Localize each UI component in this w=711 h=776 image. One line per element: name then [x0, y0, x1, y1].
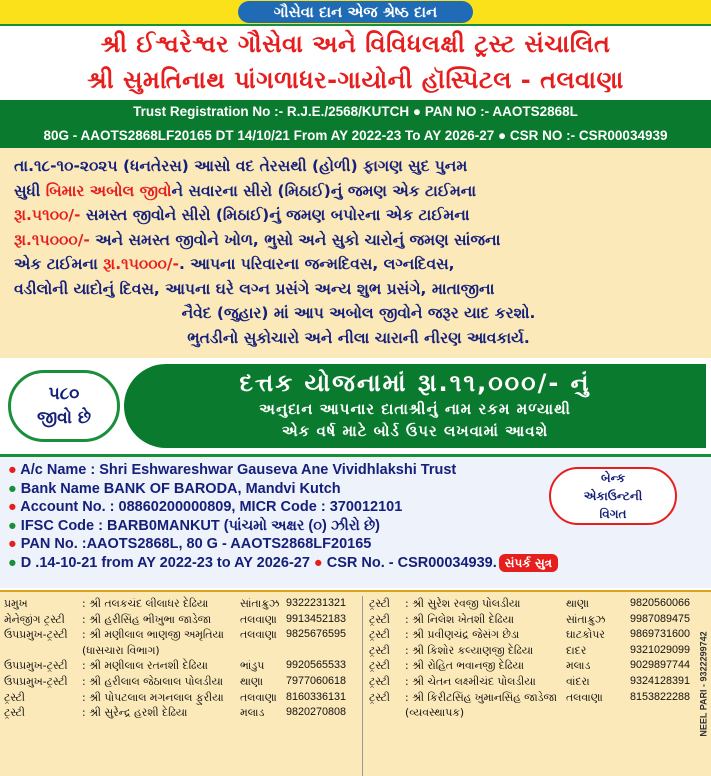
adoption-scheme: [0, 358, 711, 454]
trustee-role: ટ્રસ્ટી: [4, 706, 25, 720]
trustee-role: ટ્રસ્ટી: [369, 690, 390, 704]
trustee-phone: 9987089475: [630, 612, 691, 625]
trustee-phone: 9825676595: [286, 628, 347, 641]
trustee-row: [4, 690, 356, 706]
csr-row: [8, 554, 703, 573]
trustee-phone: 9324128391: [630, 674, 691, 687]
trustee-row: [4, 705, 356, 721]
trustee-row: [4, 643, 356, 659]
trustee-role: ઉપપ્રમુખ-ટ્રસ્ટી: [4, 628, 68, 642]
animal-count-badge: [8, 370, 120, 442]
trustee-role: ટ્રસ્ટી: [369, 597, 390, 610]
animal-count: ૫૮૦: [48, 384, 80, 404]
bullet-icon: ●: [8, 462, 21, 478]
bullet-icon: ●: [8, 499, 21, 515]
trustee-row: [4, 674, 356, 690]
trustee-place: તલવાણા: [240, 612, 277, 626]
trustee-place: સાંતાક્રુઝ: [566, 612, 606, 626]
trustee-row: [369, 705, 700, 721]
notice-line-1: તા.૧૮-૧૦-૨૦૨૫ (ધનતેરસ) આસો વદ તેરસથી (હોળી) ફાગણ સુદ પુનમ: [14, 157, 468, 175]
account-name: A/c Name : Shri Eshwareshwar Gauseva Ane Vividhlakshi Trust: [20, 462, 457, 478]
adoption-headline: દત્તક યોજનામાં રૂા.૧૧,૦૦૦/- નું: [239, 369, 591, 397]
trustee-phone: 8160336131: [286, 690, 347, 703]
trustee-role: મેનેજીંગ ટ્રસ્ટી: [4, 612, 65, 626]
trustee-name: (ધાસચારા વિભાગ): [82, 643, 160, 657]
notice-text: સમસ્ત જીવોને સીરો (મિઠાઈ)નું જમણ બપોરના એક ટાઈમના: [80, 206, 470, 224]
bank-name: Bank Name BANK OF BARODA, Mandvi Kutch: [20, 480, 341, 497]
trustee-phone: 9869731600: [630, 628, 691, 641]
notice-block: [0, 148, 711, 358]
title-block: [0, 26, 711, 100]
pan-row: [8, 535, 703, 554]
notice-line-2: [14, 179, 703, 204]
trustee-name: : શ્રી રોહિત ભવાનજી દેઢિયા: [405, 659, 524, 673]
trustee-column-right: [362, 596, 700, 776]
trustee-place: તલવાણા: [566, 690, 603, 704]
trustee-role: ટ્રસ્ટી: [369, 612, 390, 626]
trustee-phone: 9913452183: [286, 612, 347, 625]
csr-number: CSR No. - CSR00034939.: [326, 554, 497, 571]
trustee-name: : શ્રી મણીલાલ રતનશી દેઢિયા: [82, 659, 208, 673]
trustee-row: [4, 596, 356, 612]
notice-text: એક ટાઈમના: [14, 255, 104, 273]
trustee-place: તલવાણા: [240, 628, 277, 642]
trustee-name: : શ્રી સુરેન્દ્ર હરશી દેઢિયા: [82, 706, 188, 720]
bullet-icon: ●: [8, 536, 21, 552]
trustee-phone: 9029897744: [630, 659, 691, 672]
trustee-phone: [286, 643, 356, 659]
notice-highlight: બિમાર અબોલ જીવો: [45, 181, 172, 200]
trustee-column-left: [4, 596, 356, 721]
trustee-row: [4, 612, 356, 628]
notice-line-3: [14, 203, 703, 228]
trustee-phone: 9820560066: [630, 597, 691, 609]
notice-text: સુધી: [14, 181, 46, 200]
trustee-row: [4, 627, 356, 643]
trustee-place: મલાડ: [566, 659, 591, 673]
bullet-icon: ●: [8, 517, 21, 534]
trustee-role: ટ્રસ્ટી: [369, 643, 390, 657]
badge-line-3: વિગત: [599, 507, 627, 521]
notice-text: ને સવારના સીરો (મિઠાઈ)નું જમણ એક ટાઈમના: [171, 181, 477, 200]
trustee-phone: 9321029099: [630, 643, 691, 656]
trustee-name: : શ્રી કિરીટસિંહ ખુમાનસિંહ જાડેજા: [405, 690, 557, 704]
trustee-name: : શ્રી હરીલાલ જેઠાલાલ પોલડીયા: [82, 674, 224, 688]
bullet-icon: ●: [8, 554, 21, 571]
trustee-row: [369, 596, 700, 612]
account-number: Account No. : 08860200000809, MICR Code : 370012101: [20, 499, 403, 515]
notice-amount: રૂા.૧૫૦૦૦/-: [103, 255, 179, 273]
notice-line-7: નૈવેદ (જુહાર) માં આપ અબોલ જીવોને જરૂર યાદ કરશો.: [181, 304, 536, 322]
trustee-role: ઉપપ્રમુખ-ટ્રસ્ટી: [4, 674, 68, 688]
trustee-phone: [630, 705, 700, 721]
trustee-row: [369, 658, 700, 674]
bullet-icon: ●: [8, 480, 21, 497]
trustee-row: [369, 674, 700, 690]
trustee-name: : શ્રી મણીલાલ ભાણજી અમૃતિયા: [82, 628, 224, 642]
trustee-list: [0, 590, 711, 776]
trustee-role: ટ્રસ્ટી: [4, 690, 25, 704]
adoption-subline-1: અનુદાન આપનાર દાતાશ્રીનું નામ રકમ મળ્યાથી: [259, 400, 571, 418]
credit-text: NEEL PARI - 9322299742: [699, 631, 710, 737]
trustee-role: ટ્રસ્ટી: [369, 628, 390, 642]
trustee-name: : શ્રી તલકચંદ લીલાધર દેઢિયા: [82, 597, 209, 610]
adoption-banner: [124, 364, 706, 448]
trustee-place: થાણા: [240, 674, 263, 688]
contact-label: સંપર્ક સુત્ર: [499, 554, 558, 573]
trustee-role: ટ્રસ્ટી: [369, 674, 390, 688]
trustee-phone: 9820270808: [286, 706, 347, 719]
trustee-place: [240, 643, 286, 659]
trustee-name: : શ્રી ચેતન લક્ષ્મીચંદ પોલડીયા: [405, 674, 536, 688]
registration-line-2: 80G - AAOTS2868LF20165 DT 14/10/21 From AY 2022-23 To AY 2026-27 ● CSR NO :- CSR00034939: [43, 128, 668, 143]
trustee-phone: 7977060618: [286, 674, 347, 687]
notice-line-8: ભુતડીનો સુકોચારો અને નીલા ચારાની નીરણ આવકાર્ય.: [187, 328, 530, 347]
title-line-2: શ્રી સુમતિનાથ પાંગળાધર-ગાયોની હૉસ્પિટલ - તલવાણા: [87, 66, 624, 94]
bank-account-badge: [549, 467, 677, 525]
notice-amount: રૂા.૧૫૦૦૦/-: [14, 230, 90, 249]
trustee-place: દાદર: [566, 643, 587, 657]
trustee-phone: 9920565533: [286, 659, 347, 672]
badge-line-1: બેન્ક: [600, 471, 626, 485]
trustee-row: [4, 658, 356, 674]
trustee-role: [369, 705, 405, 721]
notice-amount: રૂા.૫૧૦૦/-: [14, 206, 81, 224]
notice-line-6: વડીલોની યાદોનું દિવસ, આપના ઘરે લગ્ન પ્રસંગે અન્ય શુભ પ્રસંગે, માતાજીના: [14, 279, 495, 298]
bullet-icon: ●: [309, 554, 327, 571]
trustee-name: : શ્રી નિલેશ ખેતશી દેઢિયા: [405, 612, 514, 626]
trustee-phone: 8153822288: [630, 690, 691, 703]
registration-band: [0, 100, 711, 148]
trustee-row: [369, 643, 700, 659]
badge-line-2: એકાઉન્ટની: [583, 489, 643, 503]
trustee-name: : શ્રી હરીસિંહ ભીખુભા જાડેજા: [82, 612, 211, 626]
trustee-phone: 9322231321: [286, 597, 347, 609]
trustee-place: ભાંડુપ: [240, 659, 265, 673]
trustee-row: [369, 612, 700, 628]
animal-count-label: જીવો છે: [36, 408, 92, 428]
notice-text: . આપના પરિવારના જન્મદિવસ, લગ્નદિવસ,: [178, 255, 455, 273]
notice-text: અને સમસ્ત જીવોને ખોળ, ભુસો અને સુકો ચારોનું જમણ સાંજના: [89, 230, 501, 249]
trustee-name: : શ્રી સુરેશ રવજી પોલડીયા: [405, 597, 521, 610]
trustee-place: વાંદરા: [566, 674, 590, 688]
trustee-role: [4, 643, 82, 659]
trustee-place: થાણા: [566, 597, 589, 610]
validity-dates: D .14-10-21 from AY 2022-23 to AY 2026-27: [20, 554, 310, 571]
designer-credit: [697, 596, 711, 772]
trustee-place: ઘાટકોપર: [566, 628, 605, 642]
trustee-place: સાંતાક્રુઝ: [240, 597, 280, 610]
trustee-place: [566, 705, 630, 721]
trustee-place: તલવાણા: [240, 690, 277, 704]
bank-details: [0, 454, 711, 588]
ifsc-code: IFSC Code : BARB0MANKUT (પાંચમો અક્ષર (૦) ઝીરો છે): [20, 517, 381, 534]
trustee-role: ટ્રસ્ટી: [369, 659, 390, 673]
slogan-text: ગૌસેવા દાન એજ શ્રેષ્ઠ દાન: [238, 1, 473, 23]
registration-line-1: Trust Registration No :- R.J.E./2568/KUTCH ● PAN NO :- AAOTS2868L: [133, 104, 578, 119]
trustee-row: [369, 627, 700, 643]
pan-number: PAN No. :AAOTS2868L, 80 G - AAOTS2868LF20165: [20, 536, 372, 552]
title-line-1: શ્રી ઈશ્વરેશ્વર ગૌસેવા અને વિવિધલક્ષી ટ્રસ્ટ સંચાલિત: [100, 30, 611, 58]
notice-line-5: [14, 252, 703, 277]
trustee-role: પ્રમુખ: [4, 597, 28, 610]
trustee-name: (વ્યવસ્થાપક): [405, 706, 465, 720]
trustee-place: મલાડ: [240, 706, 265, 720]
trustee-role: ઉપપ્રમુખ-ટ્રસ્ટી: [4, 659, 68, 673]
adoption-subline-2: એક વર્ષ માટે બોર્ડ ઉપર લખવામાં આવશે: [281, 422, 549, 440]
trustee-name: : શ્રી કિશોર કલ્યાણજી દેઢિયા: [405, 643, 534, 657]
trustee-name: : શ્રી પોપટલાલ મગનલાલ ફુરીયા: [82, 690, 224, 704]
trustee-row: [369, 690, 700, 706]
trustee-name: : શ્રી પ્રવીણચંદ્ર જેસંગ છેડા: [405, 628, 520, 642]
slogan-ribbon: [0, 0, 711, 26]
notice-line-4: [14, 228, 703, 253]
